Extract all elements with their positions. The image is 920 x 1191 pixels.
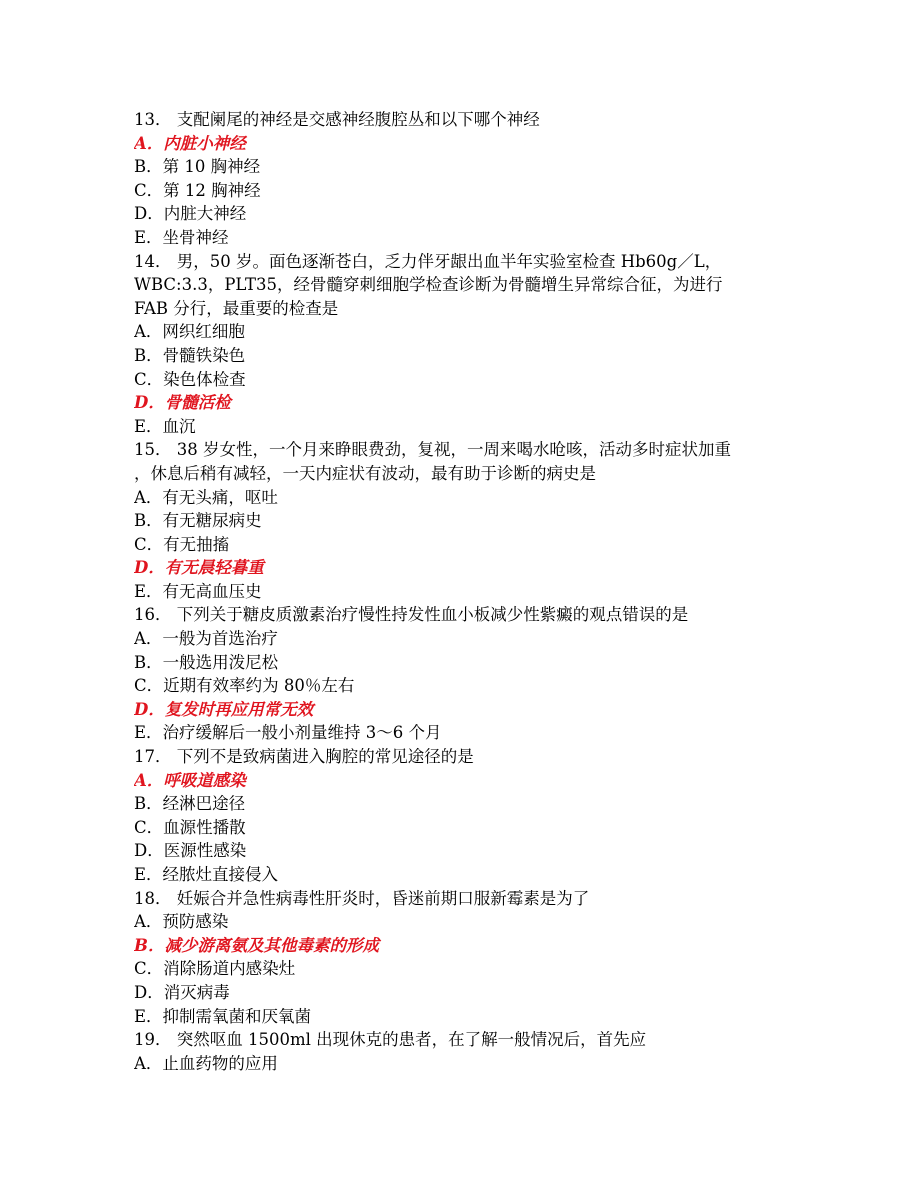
answer-option: A．有无头痛，呕吐 [134,487,278,507]
answer-option: B．骨髓铁染色 [134,345,246,365]
answer-option: E．经脓灶直接侵入 [134,865,279,884]
correct-answer-option: B．减少游离氨及其他毒素的形成 [134,935,379,955]
answer-option: D．内脏大神经 [134,204,247,224]
question-stem-line: 18． 妊娠合并急性病毒性肝炎时，昏迷前期口服新霉素是为了 [134,888,590,908]
answer-option: C．血源性播散 [134,817,246,837]
question-block [134,603,794,745]
answer-option: D．消灭病毒 [134,982,230,1002]
correct-answer-option: A．呼吸道感染 [134,770,246,790]
answer-option: C．近期有效率约为 80％左右 [134,676,355,696]
correct-answer-option: A．内脏小神经 [134,133,246,153]
question-stem-line: 13． 支配阑尾的神经是交感神经腹腔丛和以下哪个神经 [134,110,540,129]
question-block [134,108,794,250]
answer-option: D．医源性感染 [134,841,247,861]
answer-option: B．一般选用泼尼松 [134,652,279,672]
answer-option: E．有无高血压史 [134,581,262,601]
question-block [134,250,794,439]
question-stem-line: 15． 38 岁女性，一个月来睁眼费劲，复视，一周来喝水呛咳，活动多时症状加重 [134,440,731,460]
answer-option: E．血沉 [134,416,196,436]
question-stem-line: WBC:3.3，PLT35，经骨髓穿刺细胞学检查诊断为骨髓增生异常综合征，为进行 [134,275,723,295]
correct-answer-option: D．复发时再应用常无效 [134,699,314,719]
answer-option: B．第 10 胸神经 [134,157,261,177]
question-stem-line: 17． 下列不是致病菌进入胸腔的常见途径的是 [134,747,474,767]
answer-option: A．一般为首选治疗 [134,629,278,649]
answer-option: B．有无糖尿病史 [134,511,262,531]
correct-answer-option: D．骨髓活检 [134,393,231,413]
question-stem-line: 19． 突然呕血 1500ml 出现休克的患者，在了解一般情况后，首先应 [134,1030,647,1050]
question-stem-line: FAB 分行，最重要的检查是 [134,298,339,318]
question-list [134,108,794,1075]
answer-option: A．止血药物的应用 [134,1053,278,1073]
answer-option: C．第 12 胸神经 [134,180,261,200]
question-stem-line: ，休息后稍有减轻，一天内症状有波动，最有助于诊断的病史是 [134,463,596,483]
answer-option: A．网织红细胞 [134,322,245,342]
answer-option: E．抑制需氧菌和厌氧菌 [134,1006,312,1026]
question-stem-line: 16． 下列关于糖皮质激素治疗慢性持发性血小板减少性紫癜的观点错误的是 [134,605,689,625]
question-stem-line: 14． 男，50 岁。面色逐渐苍白，乏力伴牙龈出血半年实验室检查 Hb60g／L， [134,251,722,271]
answer-option: B．经淋巴途径 [134,794,246,814]
question-block [134,438,794,603]
question-block [134,745,794,887]
answer-option: E．治疗缓解后一般小剂量维持 3～6 个月 [134,723,442,743]
question-block [134,887,794,1029]
answer-option: E．坐骨神经 [134,227,229,247]
answer-option: C．消除肠道内感染灶 [134,959,296,979]
question-block [134,1028,794,1075]
answer-option: A．预防感染 [134,912,229,932]
answer-option: C．染色体检查 [134,369,246,389]
answer-option: C．有无抽搐 [134,534,230,554]
correct-answer-option: D．有无晨轻暮重 [134,558,264,578]
